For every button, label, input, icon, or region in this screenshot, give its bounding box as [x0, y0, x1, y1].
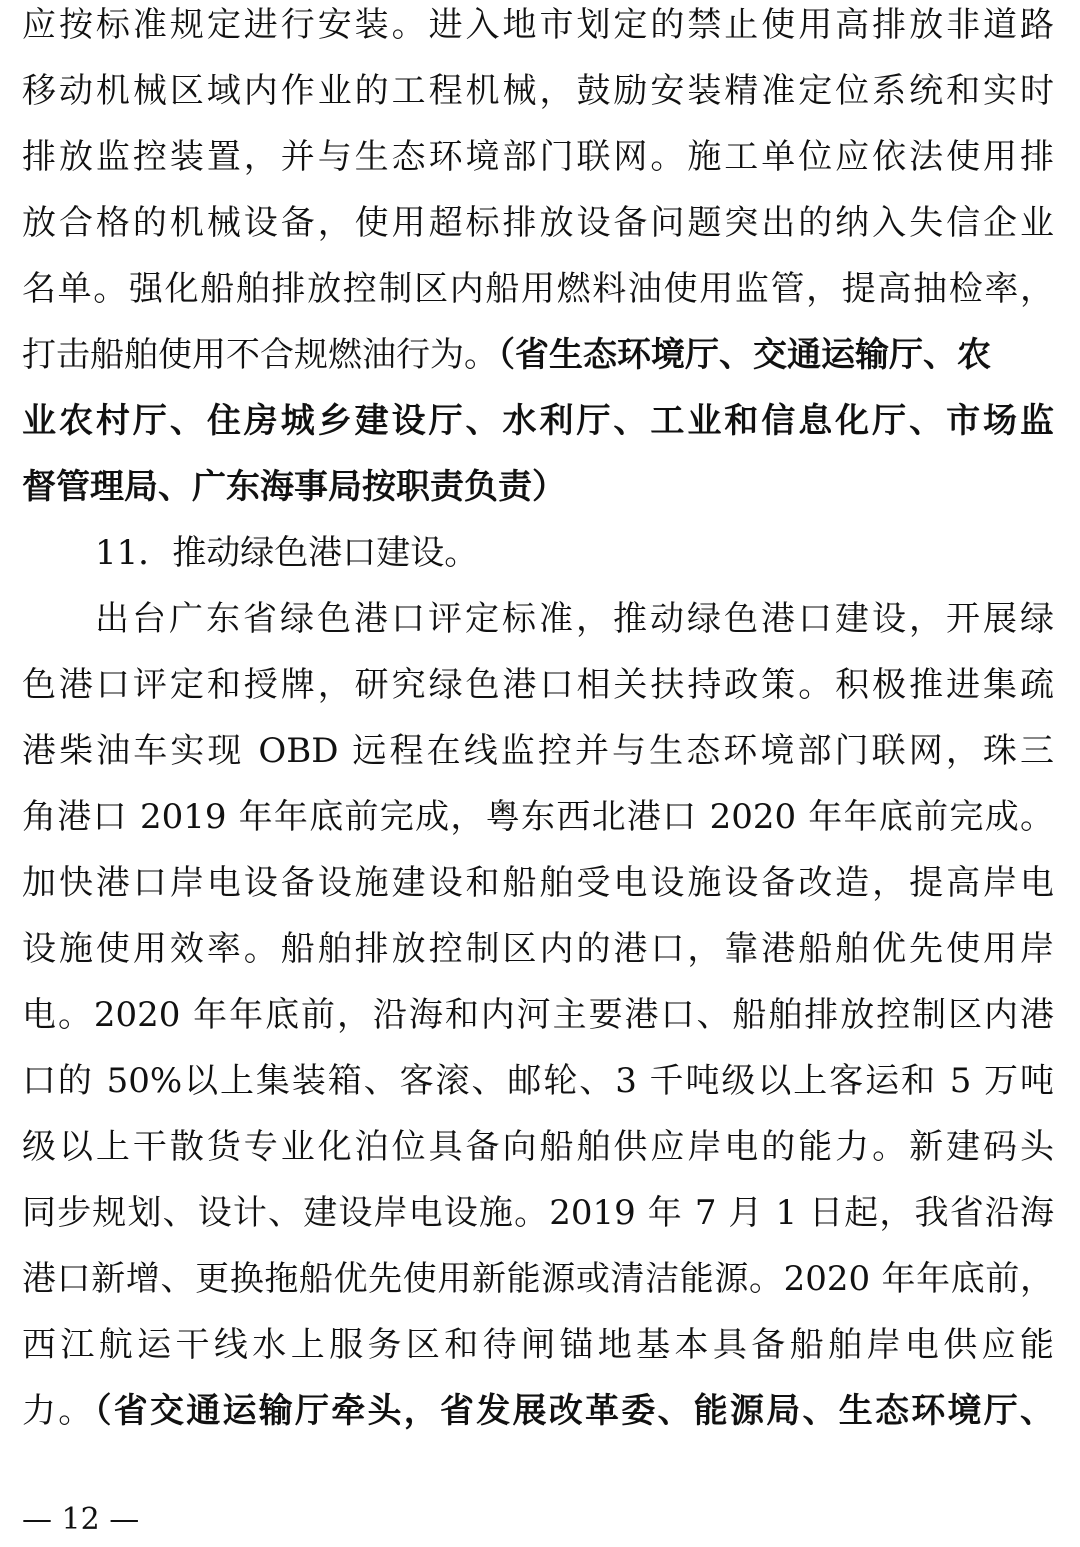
responsibility-note-start: （省生态环境厅、交通运输厅、农	[498, 335, 991, 375]
responsibility-note-2: （省交通运输厅牵头，省发展改革委、能源局、生态环境厅、	[94, 1391, 1054, 1431]
responsibility-note-line-2: 业农村厅、住房城乡建设厅、水利厅、工业和信息化厅、市场监	[22, 401, 1054, 441]
text-line-18: 口的 50%以上集装箱、客滚、邮轮、3 千吨级以上客运和 5 万吨	[22, 1061, 1054, 1101]
text-line-19: 级以上干散货专业化泊位具备向船舶供应岸电的能力。新建码头	[22, 1127, 1054, 1167]
text-line-21: 港口新增、更换拖船优先使用新能源或清洁能源。2020 年年底前，	[22, 1259, 1054, 1299]
text-line-15: 加快港口岸电设备设施建设和船舶受电设施设备改造，提高岸电	[22, 863, 1054, 903]
text-line-12: 色港口评定和授牌，研究绿色港口相关扶持政策。积极推进集疏	[22, 665, 1054, 705]
text-line-4: 放合格的机械设备，使用超标排放设备问题突出的纳入失信企业	[22, 203, 1054, 243]
text-line-5: 名单。强化船舶排放控制区内船用燃料油使用监管，提高抽检率，	[22, 269, 1054, 309]
text-line-6	[22, 322, 1054, 388]
responsibility-note-line-3: 督管理局、广东海事局按职责负责）	[22, 467, 566, 507]
text-line-6-main: 打击船舶使用不合规燃油行为。	[22, 335, 498, 375]
text-line-1: 应按标准规定进行安装。进入地市划定的禁止使用高排放非道路	[22, 5, 1054, 45]
text-line-23-main: 力。	[22, 1391, 95, 1431]
text-line-14: 角港口 2019 年年底前完成，粤东西北港口 2020 年年底前完成。	[22, 797, 1054, 837]
text-line-17: 电。2020 年年底前，沿海和内河主要港口、船舶排放控制区内港	[22, 995, 1054, 1035]
section-heading-11: 11．推动绿色港口建设。	[95, 533, 479, 573]
text-line-20: 同步规划、设计、建设岸电设施。2019 年 7 月 1 日起，我省沿海	[22, 1193, 1054, 1233]
text-line-23	[22, 1378, 1054, 1444]
text-line-16: 设施使用效率。船舶排放控制区内的港口，靠港船舶优先使用岸	[22, 929, 1054, 969]
text-line-22: 西江航运干线水上服务区和待闸锚地基本具备船舶岸电供应能	[22, 1325, 1054, 1365]
text-line-3: 排放监控装置，并与生态环境部门联网。施工单位应依法使用排	[22, 137, 1054, 177]
text-line-11: 出台广东省绿色港口评定标准，推动绿色港口建设，开展绿	[95, 599, 1054, 639]
text-line-2: 移动机械区域内作业的工程机械，鼓励安装精准定位系统和实时	[22, 71, 1054, 111]
text-line-13: 港柴油车实现 OBD 远程在线监控并与生态环境部门联网，珠三	[22, 731, 1054, 771]
page-number: — 12 —	[22, 1502, 140, 1537]
